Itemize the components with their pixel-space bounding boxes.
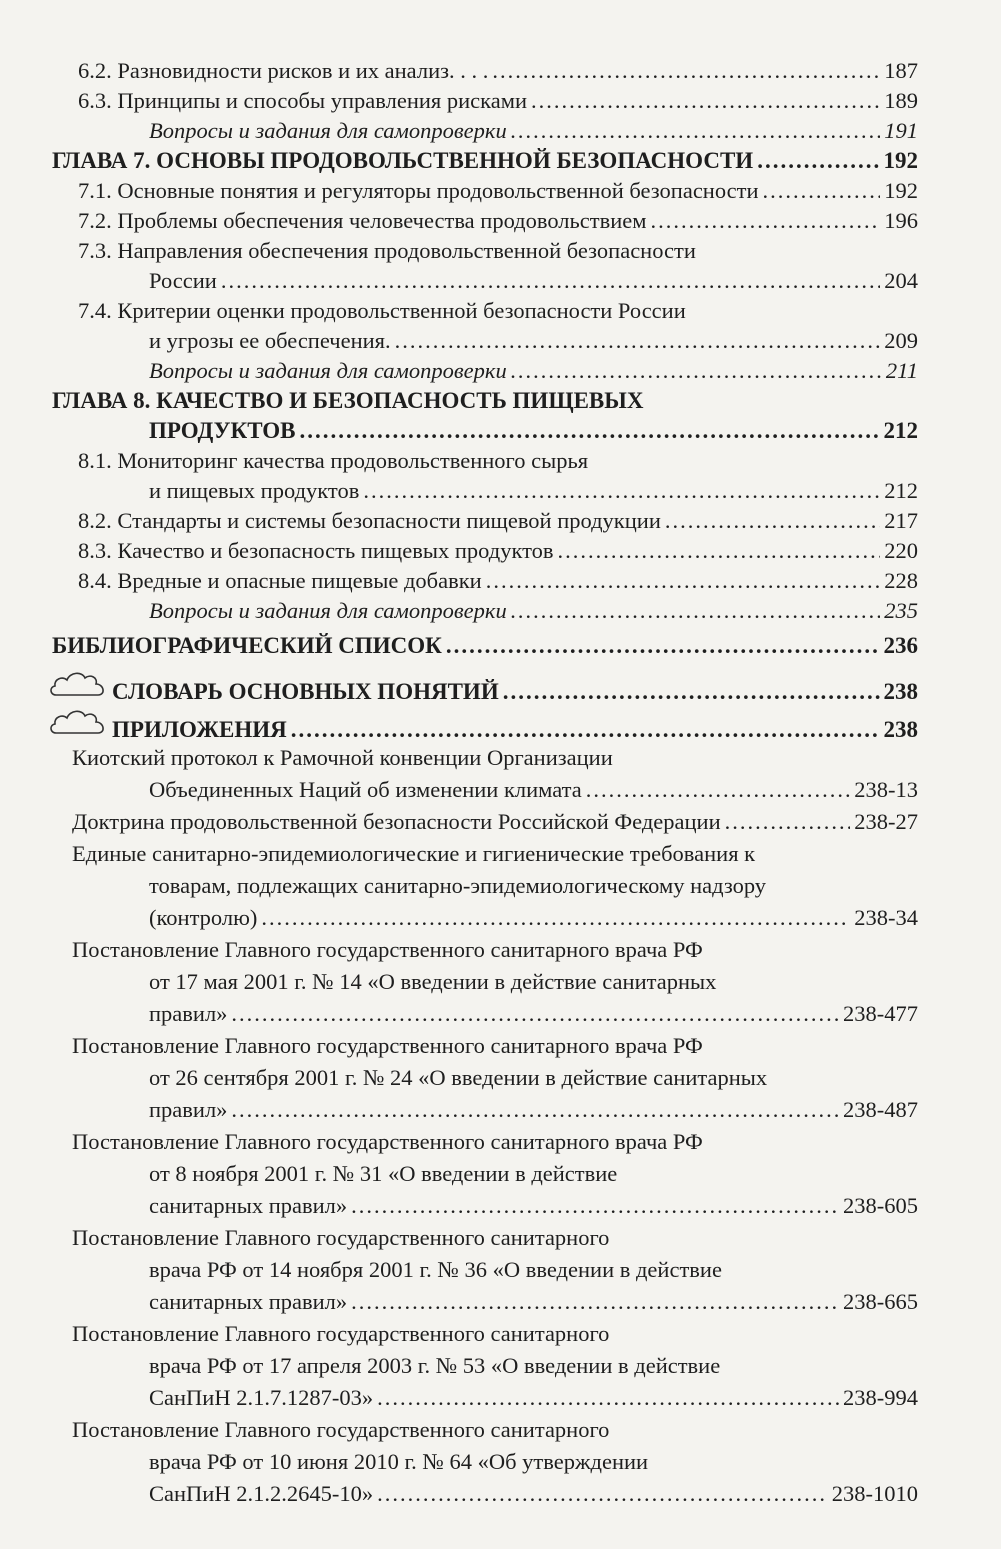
toc-entry-title: и пищевых продуктов: [149, 478, 360, 503]
dot-leader: [725, 807, 851, 837]
toc-entry-7-1: [78, 176, 918, 206]
toc-entry-title: (контролю): [149, 905, 258, 930]
appendix-resolution-14-line1: [72, 935, 918, 965]
dot-leader: [757, 146, 879, 176]
toc-entry-page: 238: [883, 717, 918, 742]
toc-entry-title: Единые санитарно-эпидемиологические и гигиенические требования к: [72, 841, 756, 866]
toc-entry-page: 238: [883, 679, 918, 704]
toc-entry-title: 7.4. Критерии оценки продовольственной безопасности России: [78, 298, 686, 323]
toc-entry-questions-7: [149, 356, 918, 386]
toc-entry-title: СанПиН 2.1.7.1287-03»: [149, 1385, 374, 1410]
toc-entry-page: 217: [884, 508, 918, 533]
appendix-resolution-53-line2: [149, 1351, 918, 1381]
toc-entry-page: 238-665: [843, 1289, 918, 1314]
appendix-resolution-64-line1: [72, 1415, 918, 1445]
toc-entry-8-3: [78, 536, 918, 566]
toc-entry-title: санитарных правил»: [149, 1193, 348, 1218]
toc-entry-title: 8.3. Качество и безопасность пищевых продуктов: [78, 538, 554, 563]
toc-entry-title: врача РФ от 17 апреля 2003 г. № 53 «О введении в действие: [149, 1353, 721, 1378]
toc-entry-page: 191: [884, 118, 918, 143]
toc-entry-title: России: [149, 268, 217, 293]
toc-entry-questions-8: [149, 596, 918, 626]
toc-entry-title: 7.3. Направления обеспечения продовольственной безопасности: [78, 238, 696, 263]
toc-entry-page: 211: [885, 358, 918, 383]
toc-entry-page: 192: [884, 178, 918, 203]
dot-leader: [231, 999, 839, 1029]
toc-entry-title: 8.1. Мониторинг качества продовольственного сырья: [78, 448, 589, 473]
toc-entry-title: ГЛАВА 8. КАЧЕСТВО И БЕЗОПАСНОСТЬ ПИЩЕВЫХ: [52, 388, 644, 413]
dot-leader: [446, 631, 880, 661]
toc-entry-6-2: [78, 56, 918, 86]
toc-entry-title: правил»: [149, 1097, 228, 1122]
appendix-resolution-24-line2: [149, 1063, 918, 1093]
toc-chapter-8-line1: [52, 386, 918, 416]
toc-entry-page: 238-13: [854, 777, 918, 802]
appendix-resolution-53-line1: [72, 1319, 918, 1349]
toc-entry-page: 204: [884, 268, 918, 293]
toc-entry-title: ПРОДУКТОВ: [149, 418, 296, 443]
toc-entry-7-2: [78, 206, 918, 236]
toc-entry-7-3-line2: [149, 266, 918, 296]
dot-leader: [531, 86, 880, 116]
toc-entry-title: 6.3. Принципы и способы управления рисками: [78, 88, 528, 113]
dot-leader: [763, 176, 881, 206]
toc-entry-page: 228: [884, 568, 918, 593]
toc-entry-page: 220: [884, 538, 918, 563]
toc-entry-title: БИБЛИОГРАФИЧЕСКИЙ СПИСОК: [52, 633, 442, 658]
appendix-resolution-14-line2: [149, 967, 918, 997]
toc-entry-page: 238-487: [843, 1097, 918, 1122]
dot-leader: [351, 1287, 839, 1317]
dot-leader: [261, 903, 850, 933]
toc-entry-title: ПРИЛОЖЕНИЯ: [112, 717, 287, 742]
appendix-resolution-64-line2: [149, 1447, 918, 1477]
toc-entry-title: и угрозы ее обеспечения.: [149, 328, 391, 353]
toc-entry-page: 192: [883, 148, 918, 173]
toc-entry-title: 6.2. Разновидности рисков и их анализ. . . .: [78, 58, 489, 83]
toc-entry-page: 238-477: [843, 1001, 918, 1026]
toc-entry-title: Объединенных Наций об изменении климата: [149, 777, 582, 802]
dot-leader: [651, 206, 881, 236]
toc-entry-title: ГЛАВА 7. ОСНОВЫ ПРОДОВОЛЬСТВЕННОЙ БЕЗОПАСНОСТИ: [52, 148, 754, 173]
appendix-resolution-64-line3: [149, 1479, 918, 1509]
toc-chapter-7: [52, 146, 918, 176]
toc-entry-page: 238-994: [843, 1385, 918, 1410]
appendix-resolution-14-line3: [149, 999, 918, 1029]
toc-entry-page: 238-605: [843, 1193, 918, 1218]
dot-leader: [492, 56, 880, 86]
toc-entry-page: 238-34: [854, 905, 918, 930]
toc-entry-title: от 17 мая 2001 г. № 14 «О введении в действие санитарных: [149, 969, 717, 994]
dot-leader: [586, 775, 850, 805]
dot-leader: [351, 1191, 839, 1221]
appendix-resolution-31-line1: [72, 1127, 918, 1157]
toc-entry-6-3: [78, 86, 918, 116]
toc-entry-7-4-line2: [149, 326, 918, 356]
toc-entry-page: 189: [884, 88, 918, 113]
toc-entry-title: от 8 ноября 2001 г. № 31 «О введении в действие: [149, 1161, 618, 1186]
dot-leader: [377, 1479, 828, 1509]
toc-entry-title: правил»: [149, 1001, 228, 1026]
cloud-icon: [48, 707, 110, 737]
toc-entry-title: Постановление Главного государственного санитарного врача РФ: [72, 1129, 703, 1154]
appendix-resolution-31-line2: [149, 1159, 918, 1189]
toc-entry-page: 209: [884, 328, 918, 353]
dot-leader: [363, 476, 880, 506]
toc-entry-title: Вопросы и задания для самопроверки: [149, 118, 507, 143]
appendix-resolution-36-line2: [149, 1255, 918, 1285]
toc-entry-title: Постановление Главного государственного санитарного врача РФ: [72, 937, 703, 962]
toc-entry-8-1-line2: [149, 476, 918, 506]
appendix-resolution-36-line3: [149, 1287, 918, 1317]
appendix-resolution-24-line1: [72, 1031, 918, 1061]
dot-leader: [665, 506, 880, 536]
dot-leader: [221, 266, 880, 296]
appendix-kyoto-line1: [72, 743, 918, 773]
toc-entry-page: 238-1010: [831, 1481, 918, 1506]
appendix-sanitary-req-line3: [149, 903, 918, 933]
appendix-resolution-53-line3: [149, 1383, 918, 1413]
toc-entry-title: 7.1. Основные понятия и регуляторы продовольственной безопасности: [78, 178, 759, 203]
dot-leader: [511, 356, 882, 386]
appendix-sanitary-req-line2: [149, 871, 918, 901]
toc-entry-8-2: [78, 506, 918, 536]
toc-entry-title: Постановление Главного государственного санитарного: [72, 1321, 610, 1346]
toc-glossary: [48, 669, 918, 704]
toc-entry-title: 8.4. Вредные и опасные пищевые добавки: [78, 568, 482, 593]
toc-entry-page: 212: [884, 478, 918, 503]
toc-entry-title: Постановление Главного государственного санитарного: [72, 1225, 610, 1250]
toc-entry-title: Доктрина продовольственной безопасности Российской Федерации: [72, 809, 721, 834]
dot-leader: [231, 1095, 839, 1125]
toc-entry-8-1-line1: [78, 446, 918, 476]
toc-entry-title: Постановление Главного государственного санитарного: [72, 1417, 610, 1442]
appendix-resolution-24-line3: [149, 1095, 918, 1125]
toc-bibliography: [52, 631, 918, 661]
appendix-resolution-36-line1: [72, 1223, 918, 1253]
toc-entry-title: врача РФ от 14 ноября 2001 г. № 36 «О введении в действие: [149, 1257, 722, 1282]
toc-entry-title: 8.2. Стандарты и системы безопасности пищевой продукции: [78, 508, 661, 533]
toc-entry-7-4-line1: [78, 296, 918, 326]
dot-leader: [377, 1383, 839, 1413]
dot-leader: [503, 677, 880, 707]
appendix-doctrine: [72, 807, 918, 837]
toc-entry-7-3-line1: [78, 236, 918, 266]
toc-entry-page: 196: [884, 208, 918, 233]
cloud-icon: [48, 669, 110, 699]
appendix-kyoto-line2: [149, 775, 918, 805]
dot-leader: [291, 715, 880, 745]
toc-entry-page: 238-27: [854, 809, 918, 834]
toc-entry-title: Вопросы и задания для самопроверки: [149, 358, 507, 383]
dot-leader: [299, 416, 879, 446]
toc-entry-title: Киотский протокол к Рамочной конвенции Организации: [72, 745, 613, 770]
toc-entry-page: 212: [883, 418, 918, 443]
toc-entry-title: 7.2. Проблемы обеспечения человечества продовольствием: [78, 208, 647, 233]
dot-leader: [395, 326, 881, 356]
toc-entry-title: Вопросы и задания для самопроверки: [149, 598, 507, 623]
toc-chapter-8-line2: [149, 416, 918, 446]
toc-entry-title: товарам, подлежащих санитарно-эпидемиологическому надзору: [149, 873, 767, 898]
appendix-resolution-31-line3: [149, 1191, 918, 1221]
dot-leader: [511, 116, 881, 146]
toc-entry-8-4: [78, 566, 918, 596]
toc-entry-title: врача РФ от 10 июня 2010 г. № 64 «Об утверждении: [149, 1449, 649, 1474]
toc-entry-questions-6: [149, 116, 918, 146]
dot-leader: [558, 536, 881, 566]
dot-leader: [511, 596, 881, 626]
toc-appendices: [48, 707, 918, 742]
toc-entry-page: 187: [884, 58, 918, 83]
appendix-sanitary-req-line1: [72, 839, 918, 869]
toc-entry-page: 236: [883, 633, 918, 658]
toc-entry-title: Постановление Главного государственного санитарного врача РФ: [72, 1033, 703, 1058]
toc-entry-title: СанПиН 2.1.2.2645-10»: [149, 1481, 374, 1506]
toc-entry-title: СЛОВАРЬ ОСНОВНЫХ ПОНЯТИЙ: [112, 679, 499, 704]
toc-entry-title: санитарных правил»: [149, 1289, 348, 1314]
toc-entry-title: от 26 сентября 2001 г. № 24 «О введении в действие санитарных: [149, 1065, 768, 1090]
dot-leader: [486, 566, 881, 596]
toc-entry-page: 235: [884, 598, 918, 623]
